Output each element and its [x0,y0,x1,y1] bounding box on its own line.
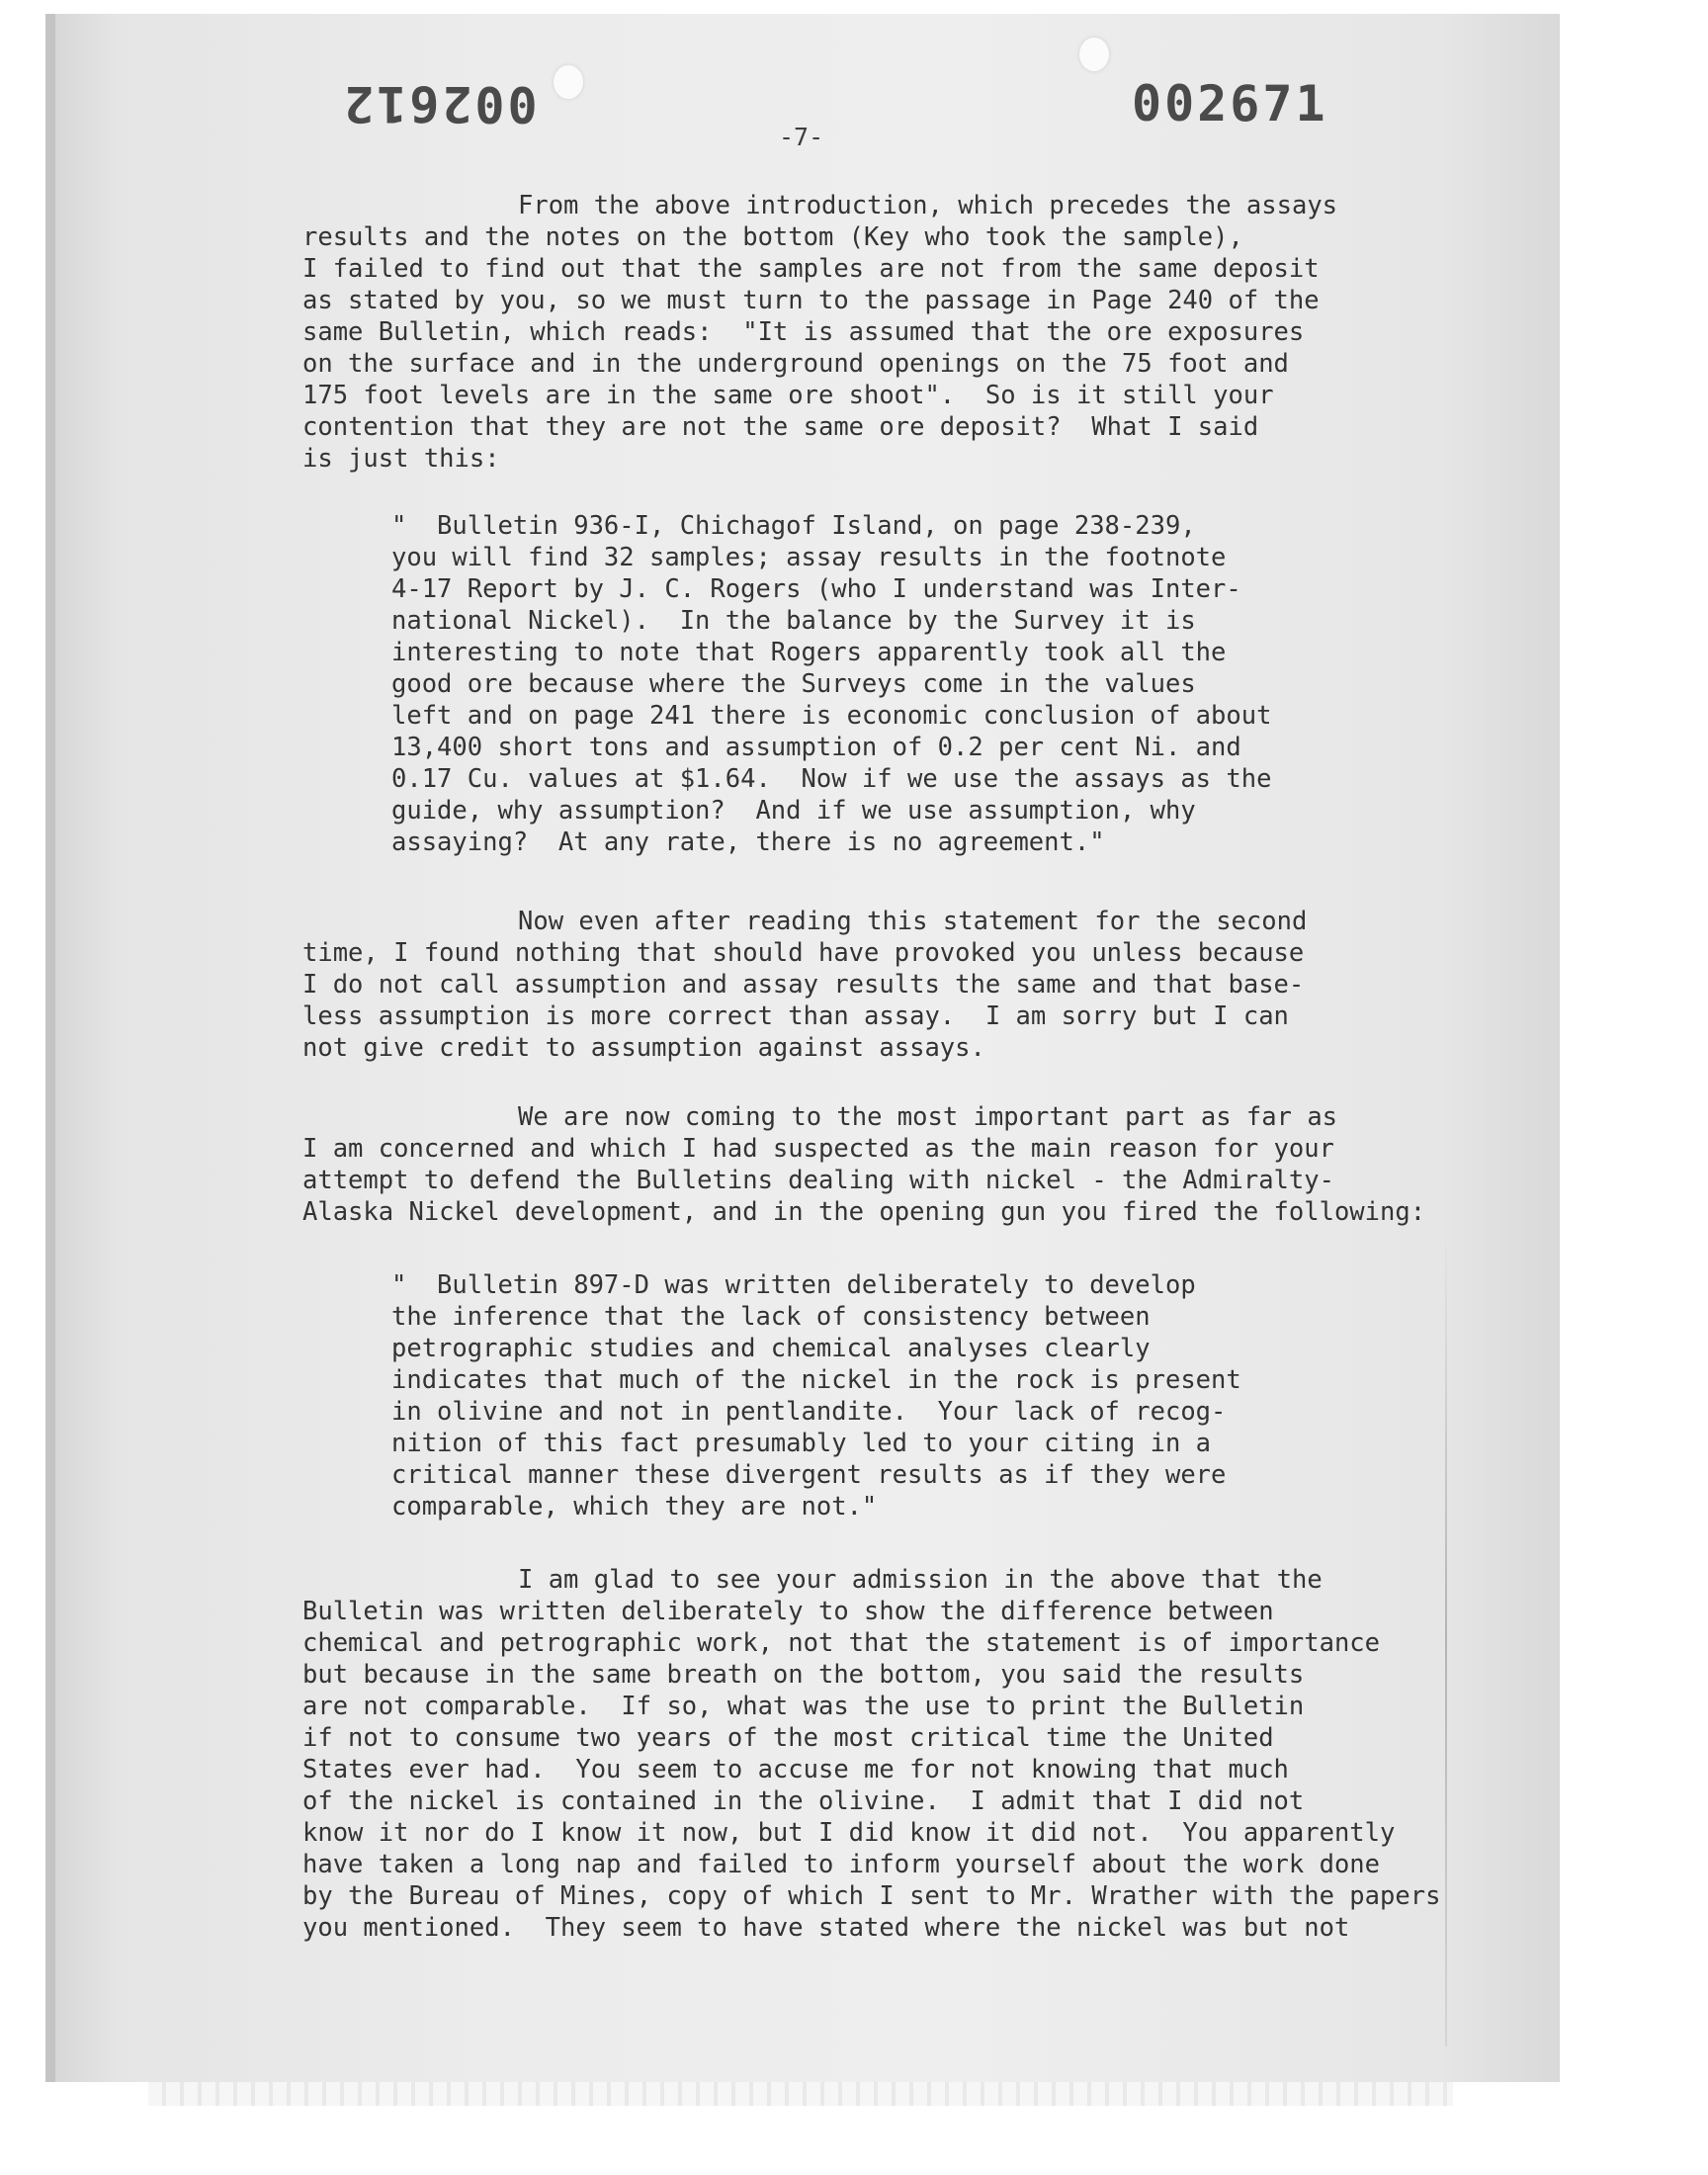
block-quote-bulletin-936 [391,510,1271,858]
stamp-number-right: 002671 [1132,75,1328,132]
text-line: I am concerned and which I had suspected as the main reason for your [302,1134,1334,1164]
text-line: From the above introduction, which precedes the assays [518,191,1338,220]
text-line: but because in the same breath on the bottom, you said the results [302,1660,1305,1690]
page-bottom-edge [148,2082,1453,2106]
quote-line: left and on page 241 there is economic conclusion of about [391,701,1272,731]
text-line: I failed to find out that the samples are not from the same deposit [302,254,1320,284]
quote-line: guide, why assumption? And if we use assumption, why [391,796,1196,826]
text-line: We are now coming to the most important part as far as [518,1102,1338,1132]
block-quote-bulletin-897 [391,1269,1241,1522]
text-line: by the Bureau of Mines, copy of which I sent to Mr. Wrather with the papers [302,1881,1441,1911]
text-line: same Bulletin, which reads: "It is assumed that the ore exposures [302,317,1305,347]
quote-line: 0.17 Cu. values at $1.64. Now if we use the assays as the [391,764,1272,794]
text-line: results and the notes on the bottom (Key who took the sample), [302,222,1243,252]
quote-line: 13,400 short tons and assumption of 0.2 per cent Ni. and [391,733,1241,762]
quote-line: petrographic studies and chemical analyses clearly [391,1334,1151,1363]
stamp-number-left: 002612 [341,75,538,132]
quote-line: in olivine and not in pentlandite. Your lack of recog- [391,1397,1227,1427]
paragraph-second-reading [302,906,1307,1064]
text-line: Bulletin was written deliberately to show the difference between [302,1597,1274,1626]
text-line: I do not call assumption and assay results the same and that base- [302,970,1305,1000]
punch-hole-right [1079,38,1109,71]
quote-line: national Nickel). In the balance by the Survey it is [391,606,1196,636]
text-line: contention that they are not the same ore deposit? What I said [302,412,1259,442]
quote-line: indicates that much of the nickel in the rock is present [391,1365,1241,1395]
text-line: is just this: [302,444,500,474]
text-line: have taken a long nap and failed to inform yourself about the work done [302,1850,1381,1879]
text-line: are not comparable. If so, what was the use to print the Bulletin [302,1692,1305,1721]
quote-line: assaying? At any rate, there is no agreement." [391,827,1105,857]
punch-hole-left [554,65,583,99]
text-line: 175 foot levels are in the same ore shoot". So is it still your [302,381,1274,410]
text-line: attempt to defend the Bulletins dealing with nickel - the Admiralty- [302,1166,1334,1195]
quote-line: good ore because where the Surveys come in the values [391,669,1196,699]
text-line: as stated by you, so we must turn to the passage in Page 240 of the [302,286,1320,315]
paragraph-introduction [302,190,1337,475]
text-line: not give credit to assumption against assays. [302,1033,985,1063]
text-line: States ever had. You seem to accuse me for not knowing that much [302,1755,1289,1784]
text-line: of the nickel is contained in the olivine. I admit that I did not [302,1786,1305,1816]
quote-line: " Bulletin 936-I, Chichagof Island, on page 238-239, [391,511,1196,541]
text-line: on the surface and in the underground openings on the 75 foot and [302,349,1289,379]
text-line: time, I found nothing that should have provoked you unless because [302,938,1305,968]
quote-line: comparable, which they are not." [391,1492,878,1522]
text-line: less assumption is more correct than assay. I am sorry but I can [302,1001,1289,1031]
quote-line: 4-17 Report by J. C. Rogers (who I understand was Inter- [391,574,1241,604]
paragraph-important-part [302,1101,1425,1228]
text-line: know it nor do I know it now, but I did know it did not. You apparently [302,1818,1396,1848]
quote-line: critical manner these divergent results as if they were [391,1460,1227,1490]
text-line: Alaska Nickel development, and in the opening gun you fired the following: [302,1197,1426,1227]
text-line: I am glad to see your admission in the above that the [518,1565,1323,1595]
text-line: you mentioned. They seem to have stated where the nickel was but not [302,1913,1350,1943]
page-number: -7- [779,123,824,151]
text-line: Now even after reading this statement for the second [518,907,1308,936]
paragraph-admission [302,1564,1440,1944]
quote-line: interesting to note that Rogers apparently took all the [391,638,1227,667]
text-line: if not to consume two years of the most critical time the United [302,1723,1274,1753]
quote-line: the inference that the lack of consistency between [391,1302,1151,1332]
text-line: chemical and petrographic work, not that the statement is of importance [302,1628,1381,1658]
quote-line: you will find 32 samples; assay results in the footnote [391,543,1227,572]
quote-line: " Bulletin 897-D was written deliberately to develop [391,1270,1196,1300]
quote-line: nition of this fact presumably led to your citing in a [391,1429,1212,1458]
page-crease [1445,1226,1447,2046]
